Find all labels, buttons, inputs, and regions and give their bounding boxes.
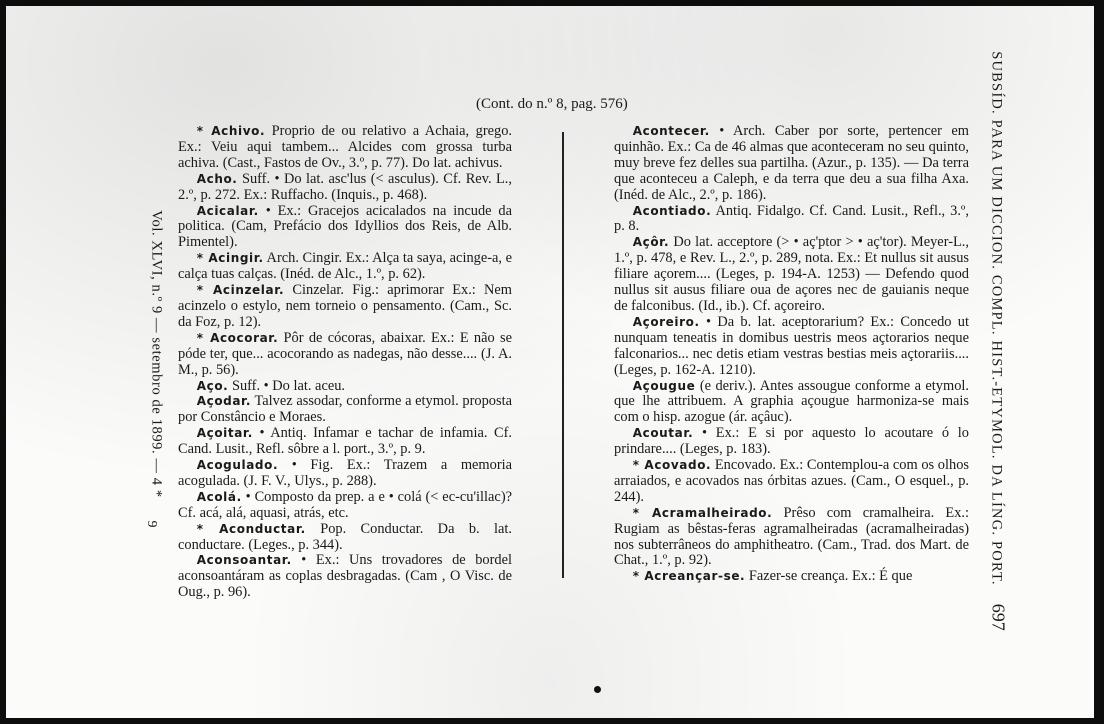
dictionary-entry	[614, 235, 969, 315]
right-column	[614, 124, 969, 585]
dictionary-entry	[178, 490, 512, 522]
entry-headword: * Acinzelar.	[196, 283, 285, 298]
entry-definition: Antiq. Fidalgo. Cf. Cand. Lusit., Refl., 3.º, p. 8.	[614, 202, 969, 235]
dictionary-entry	[178, 522, 512, 554]
entry-definition: Encovado. Ex.: Contemplou-a com os olhos arraiados, e acovados nas órbitas azues. (Cam., O esquel., p. 244).	[614, 457, 969, 505]
entry-headword: Aconsoantar.	[196, 553, 292, 568]
dictionary-entry	[178, 553, 512, 601]
entry-headword: Aço.	[196, 378, 229, 393]
entry-definition: (e deriv.). Antes assougue conforme a etymol. que lhe attribuem. A graphia açougue harmoniza-se mais com o hisp. azogue (ár. açâuc).	[614, 377, 969, 426]
running-title: SUBSÍD. PARA UM DICCION. COMPL. HIST.-ETYMOL. DA LÍNG. PORT.	[988, 51, 1005, 586]
dictionary-entry	[614, 379, 969, 427]
entry-headword: Açoreiro.	[632, 314, 700, 329]
entry-definition: Suff. • Do lat. aceu.	[231, 377, 346, 394]
entry-headword: * Achivo.	[196, 124, 266, 138]
entry-headword: Açodar.	[196, 394, 252, 409]
entry-definition: • Ex.: Gracejos acicalados na incude da politica. (Cam, Prefácio dos Idyllios dos Reis, de Alb. Pimentel).	[178, 202, 512, 251]
entry-headword: Acho.	[196, 171, 238, 186]
entry-headword: Acontiado.	[632, 203, 712, 218]
page-number: 697	[988, 603, 1009, 631]
entry-headword: * Acovado.	[632, 458, 712, 473]
entry-definition: • Fig. Ex.: Trazem a memoria acogulada. (J. F. V., Ulys., p. 288).	[178, 457, 513, 489]
entry-definition: Fazer-se creança. Ex.: É que	[748, 568, 913, 585]
dictionary-entry	[178, 283, 512, 331]
entry-definition: Talvez assodar, conforme a etymol. proposta por Constâncio e Moraes.	[178, 393, 512, 426]
signature-mark: 9	[144, 520, 159, 528]
dictionary-entry	[178, 251, 512, 283]
entry-headword: * Acreançar-se.	[632, 569, 746, 584]
entry-headword: * Aconductar.	[196, 521, 306, 536]
entry-headword: Acoutar.	[632, 426, 694, 441]
dictionary-entry	[178, 124, 512, 172]
entry-headword: * Acocorar.	[196, 330, 279, 345]
dictionary-entry	[614, 458, 969, 506]
entry-headword: Acontecer.	[632, 124, 710, 138]
dictionary-entry	[178, 204, 512, 252]
entry-definition: • Arch. Caber por sorte, pertencer em quinhão. Ex.: Ca de 46 almas que aconteceram no seu quinto, muy breve fez delles sua partilha. (Azur., p. 135). — Da terra que aconteceu a Caleph, e da terra que deu a sua filha Axa. (Inéd. de Alc., 2.º, p. 186).	[614, 123, 969, 203]
entry-definition: Cinzelar. Fig.: aprimorar Ex.: Nem acinzelo o estylo, nem torneio o pensamento. (Cam., Sc. da Foz, p. 12).	[178, 282, 512, 330]
dictionary-entry	[178, 379, 512, 395]
entry-definition: Arch. Cingir. Ex.: Alça ta saya, acinge-a, e calça tuas calças. (Inéd. de Alc., 1.º, p. 62).	[178, 250, 512, 283]
dictionary-entry	[178, 172, 512, 204]
dictionary-entry	[614, 506, 969, 570]
entry-headword: Acolá.	[196, 489, 242, 504]
entry-definition: Pôr de cócoras, abaixar. Ex.: E não se póde ter, que... acocorando as nadegas, não desse.... (J. A. M., p. 56).	[178, 329, 512, 378]
entry-definition: • Antiq. Infamar e tachar de infamia. Cf. Cand. Lusit., Refl. sôbre a l. port., 3.º, p. 9.	[178, 425, 512, 458]
dictionary-entry	[614, 124, 969, 204]
entry-definition: Pop. Conductar. Da b. lat. conductare. (Leges., p. 344).	[178, 520, 512, 553]
dictionary-entry	[614, 204, 969, 236]
left-spine-issue-info: Vol. XLVI, n.º 9 — setembro de 1899. — 4 *	[148, 210, 165, 498]
dictionary-entry	[178, 458, 512, 490]
entry-headword: Acogulado.	[196, 458, 279, 473]
entry-headword: Açoitar.	[196, 426, 253, 441]
entry-definition: Do lat. acceptore (> • aç'ptor > • aç'tor). Meyer-L., 1.º, p. 478, e Rev. L., 2.º, p. 289, nota. Ex.: Et nullus sit ausus filiare açorem.... (Leges, p. 194-A. 1253) — Defendo quod nullus sit ausus filiare oua de açores nec de gauianis neque de falconibus. (Id., ib.). Cf. açoreiro.	[614, 234, 969, 314]
entry-definition: Prêso com cramalheira. Ex.: Rugiam as bêstas-feras agramalheiradas (acramalheiradas) nos subterrâneos do amphitheatro. (Cam., Trad. dos Mart. de Chat., 1.º, p. 92).	[614, 504, 969, 569]
dictionary-entry	[614, 315, 969, 379]
dictionary-entry	[614, 569, 969, 585]
entry-headword: * Acramalheirado.	[632, 505, 773, 520]
left-column	[178, 124, 512, 601]
ink-speck	[594, 686, 601, 693]
entry-headword: Acicalar.	[196, 203, 259, 218]
dictionary-entry	[178, 426, 512, 458]
entry-headword: Açougue	[632, 378, 696, 393]
column-divider	[562, 132, 564, 578]
entry-definition: • Da b. lat. aceptorarium? Ex.: Concedo ut nunquam teneatis in domibus uestris meos açtorarios neque falconarios... nec detis etiam vestras bestias meis açtorariis.... (Leges, p. 162-A. 1210).	[614, 313, 969, 378]
dictionary-entry	[178, 331, 512, 379]
continuation-note: (Cont. do n.º 8, pag. 576)	[476, 96, 628, 112]
dictionary-entry	[178, 394, 512, 426]
entry-headword: * Acingir.	[196, 251, 264, 266]
right-spine	[988, 51, 1009, 631]
entry-headword: Açôr.	[632, 235, 670, 250]
entry-definition: Proprio de ou relativo a Achaia, grego. Ex.: Veiu aqui tambem... Alcides com grossa turba achiva. (Cast., Fastos de Ov., 3.º, p. 77). Do lat. achivus.	[178, 123, 512, 171]
entry-definition: • Ex.: E si por aquesto lo acoutare ó lo prindare.... (Leges, p. 183).	[614, 425, 969, 458]
entry-definition: • Ex.: Uns trovadores de bordel aconsoantáram as coplas desbragadas. (Cam , O Visc. de Oug., p. 96).	[178, 552, 512, 601]
dictionary-entry	[614, 426, 969, 458]
entry-definition: Suff. • Do lat. asc'lus (< asculus). Cf. Rev. L., 2.º, p. 272. Ex.: Ruffacho. (Inquis., p. 468).	[178, 170, 512, 203]
entry-definition: • Composto da prep. a e • colá (< ec-cu'illac)? Cf. acá, alá, aquasi, atrás, etc.	[178, 488, 513, 521]
